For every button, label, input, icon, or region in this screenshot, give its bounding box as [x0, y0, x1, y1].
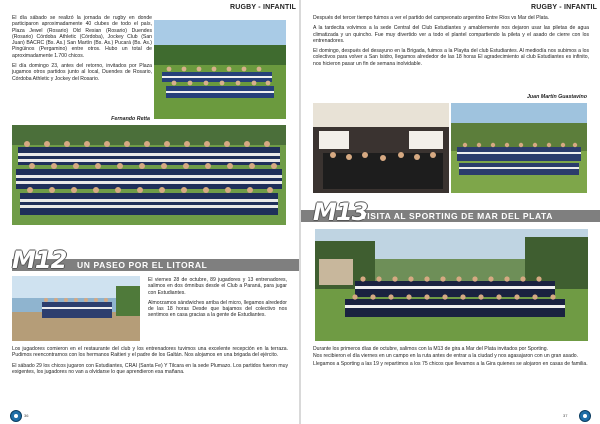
m12-paragraph: El sábado 29 los chicos jugaron con Estudiantes, CRAI (Santa Fe) Y Tilcara en la sede Plumazo. Los partidos fueron muy exigentes, los jugadores no van a olvidarse lo que aprendieron esa mañana.: [12, 362, 288, 375]
right-page-number: 37: [563, 413, 568, 418]
m12-paragraph: El viernes 28 de octubre, 89 jugadores y 13 entrenadores, salimos en dos ómnibus desde el Club a Paraná, para jugar con Estudiantes.: [148, 277, 287, 296]
park-team-photo: [451, 103, 587, 193]
right-paragraph: A la tardecita volvimos a la sede Central del Club Estudiantes y amablemente nos dejaron usar las piletas de agua climatizada y un quincho. Fue muy divertido ver a todo el plantel compartiendo la pileta y el asado de cierre con los entrenadores.: [313, 25, 589, 44]
m13-text: [313, 346, 589, 371]
section-code-m12: M12: [12, 246, 67, 274]
right-page-header: RUGBY - INFANTIL: [531, 4, 598, 11]
m12-paragraph: Almorzamos sándwiches arriba del micro, llegamos alrededor de las 18 horas Desde que bajamos del colectivo nos sentimos en casa gracias a la gente de Estudiantes.: [148, 299, 288, 319]
m12-section-text: [148, 277, 287, 323]
indoor-dinner-photo: [313, 103, 449, 193]
m13-paragraph: Durante los primeros días de octubre, salimos con la M13 de gira a Mar del Plata invitados por Sporting.: [313, 346, 548, 352]
right-paragraph: El domingo, después del desayuno en la Brigada, fuimos a la Playita del club Estudiantes. Al mediodía nos subimos a los colectivos para volver a San Isidro, llegamos alrededor de las 18 horas El agradecimiento al club Estudiantes es infinito, nos hicieron pasar un fin de semana inolvidable.: [313, 48, 589, 67]
left-intro-signature: Fernando Retta: [111, 116, 150, 122]
group-photo: [12, 125, 286, 225]
m13-paragraph: Llegamos a Sporting a las 19 y repartimos a los 75 chicos que llevamos a la Gira quienes se alojaron en casas de familia.: [313, 360, 588, 367]
section-code-m13: M13: [313, 198, 368, 226]
club-logo-icon: [579, 410, 591, 422]
left-intro-paragraph: El día sábado se realizó la jornada de rugby en donde participaron aproximadamente 40 clubes de todo el país, Plaza Jewel (Rosario) Old Resian (Rosario) Duendes (Rosario) Córdoba Athletic (Córdoba), Jockey Club (San Juan) BACRC (Bs. As.) San Martín (Bs. As.) Pucará (Bs. As.) Pingüinos (Pergamino) entre otros. Hubo un total de aproximadamente 1.700 chicos.: [12, 15, 152, 59]
m13-paragraph: Nos recibieron el día viernes en un campo en la ruta antes de entrar a la ciudad y nos agasajaron con un gran asado.: [313, 353, 579, 360]
left-page: [0, 0, 299, 424]
team-field-photo: [154, 20, 286, 119]
right-page: [301, 0, 600, 424]
m12-paragraph: Los jugadores comieron en el restaurante del club y los entrenadores tuvimos una excelente recepción en la terraza. Pudimos reencontrarnos con los hermanos Raitieri y el padre de los Galtán. Nos alojamos en una brigada del ejército.: [12, 346, 288, 359]
riverside-team-photo: [12, 276, 140, 341]
section-title-m12: UN PASEO POR EL LITORAL: [77, 260, 208, 270]
left-page-number: 36: [24, 413, 29, 418]
left-intro-text: [12, 15, 152, 86]
section-title-m13: VISITA AL SPORTING DE MAR DEL PLATA: [361, 211, 553, 221]
right-paragraph: Después del tercer tiempo fuimos a ver el partido del campeonato argentino Entre Ríos vs Mar del Plata.: [313, 15, 550, 21]
m12-bottom-text: [12, 346, 288, 379]
left-intro-paragraph: El día domingo 23, antes del retorno, invitados por Plaza jugamos otros partidos junto al local, Duendes de Rosario, Córdoba Athletic y Jockey del Rosario.: [12, 63, 152, 82]
right-top-text: [313, 15, 589, 71]
club-logo-icon: [10, 410, 22, 422]
sporting-group-photo: [315, 229, 588, 341]
right-top-signature: Juan Martín Guastavino: [526, 94, 587, 100]
left-page-header: RUGBY - INFANTIL: [230, 4, 297, 11]
